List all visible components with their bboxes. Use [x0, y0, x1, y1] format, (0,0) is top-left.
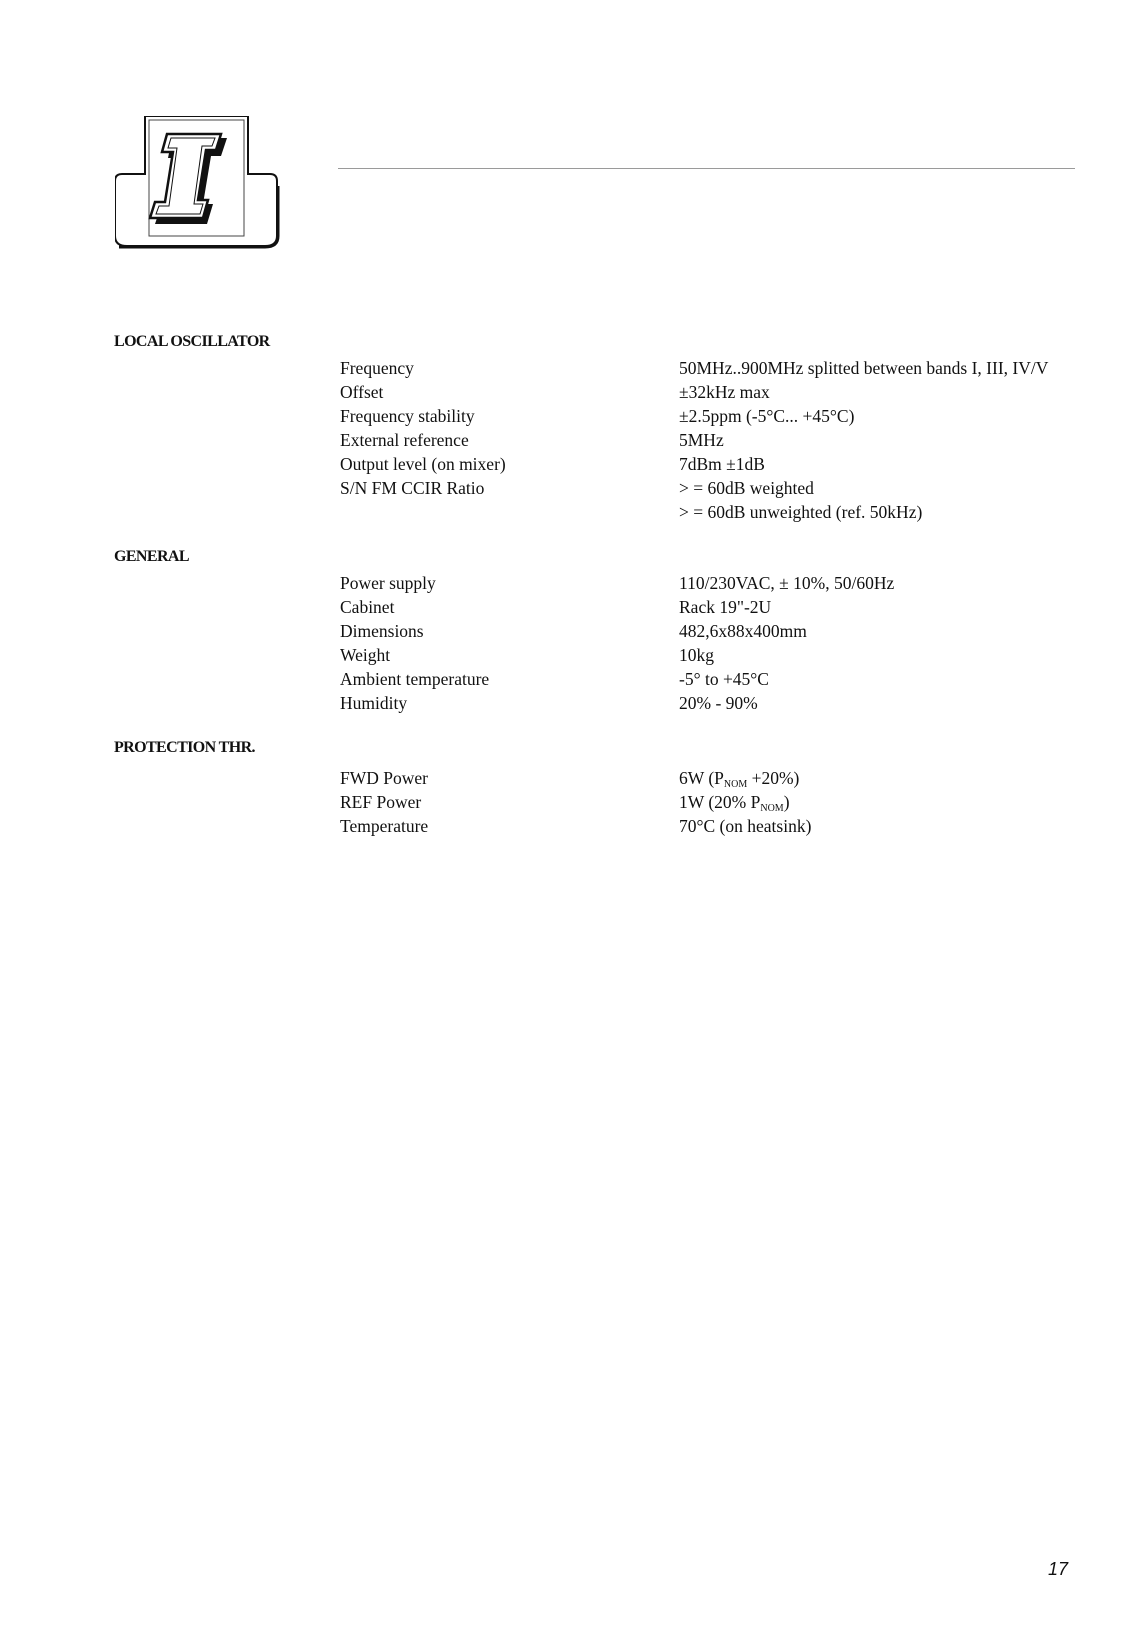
section-title: PROTECTION THR.: [114, 739, 255, 756]
spec-value: 70°C (on heatsink): [679, 816, 812, 836]
page-number: 17: [1048, 1559, 1069, 1579]
spec-value: Rack 19"-2U: [679, 597, 772, 617]
spec-param: Cabinet: [340, 597, 395, 617]
value-prefix: 6W (P: [679, 768, 724, 788]
spec-value: ±2.5ppm (-5°C... +45°C): [679, 406, 855, 426]
spec-param: Offset: [340, 382, 384, 402]
spec-value: 50MHz..900MHz splitted between bands I, III, IV/V: [679, 358, 1049, 378]
spec-rows: [0, 766, 1127, 838]
spec-param: Frequency stability: [340, 406, 475, 426]
spec-row: [0, 404, 1127, 428]
value-subscript: NOM: [723, 779, 748, 790]
spec-param: Frequency: [340, 358, 414, 378]
spec-row: [0, 766, 1127, 790]
spec-value: -5° to +45°C: [679, 669, 769, 689]
spec-row: [0, 643, 1127, 667]
spec-rows: [0, 571, 1127, 715]
value-suffix: +20%): [747, 768, 800, 788]
spec-row: [0, 691, 1127, 715]
section-title: GENERAL: [114, 548, 189, 565]
section-title: LOCAL OSCILLATOR: [114, 333, 270, 350]
spec-param: Weight: [340, 645, 391, 665]
spec-value: > = 60dB unweighted (ref. 50kHz): [679, 502, 923, 522]
spec-param: Ambient temperature: [340, 669, 490, 689]
spec-row: [0, 595, 1127, 619]
spec-param: External reference: [340, 430, 469, 450]
spec-value: 20% - 90%: [679, 693, 758, 713]
spec-row: [0, 667, 1127, 691]
value-suffix: ): [783, 792, 790, 812]
spec-row: [0, 790, 1127, 814]
spec-rows: [0, 356, 1127, 524]
spec-value: ±32kHz max: [679, 382, 770, 402]
spec-row: [0, 428, 1127, 452]
spec-param: Dimensions: [340, 621, 424, 641]
spec-row: [0, 500, 1127, 524]
spec-param: REF Power: [340, 792, 422, 812]
spec-value: 7dBm ±1dB: [679, 454, 765, 474]
spec-row: [0, 452, 1127, 476]
spec-row: [0, 356, 1127, 380]
spec-param: Temperature: [340, 816, 429, 836]
spec-param: S/N FM CCIR Ratio: [340, 478, 485, 498]
spec-value: > = 60dB weighted: [679, 478, 814, 498]
spec-row: [0, 571, 1127, 595]
spec-param: Power supply: [340, 573, 436, 593]
spec-row: [0, 476, 1127, 500]
spec-param: Humidity: [340, 693, 408, 713]
spec-value: 10kg: [679, 645, 714, 665]
spec-value: 5MHz: [679, 430, 724, 450]
spec-row: [0, 380, 1127, 404]
value-subscript: NOM: [760, 803, 784, 814]
spec-row: [0, 619, 1127, 643]
spec-param: FWD Power: [340, 768, 428, 788]
spec-row: [0, 814, 1127, 838]
spec-value: 482,6x88x400mm: [679, 621, 807, 641]
value-prefix: 1W (20% P: [679, 792, 761, 812]
spec-value: 110/230VAC, ± 10%, 50/60Hz: [679, 573, 895, 593]
spec-param: Output level (on mixer): [340, 454, 506, 474]
section-letter-i-logo-icon: [115, 116, 281, 252]
header-rule: [338, 168, 1075, 169]
